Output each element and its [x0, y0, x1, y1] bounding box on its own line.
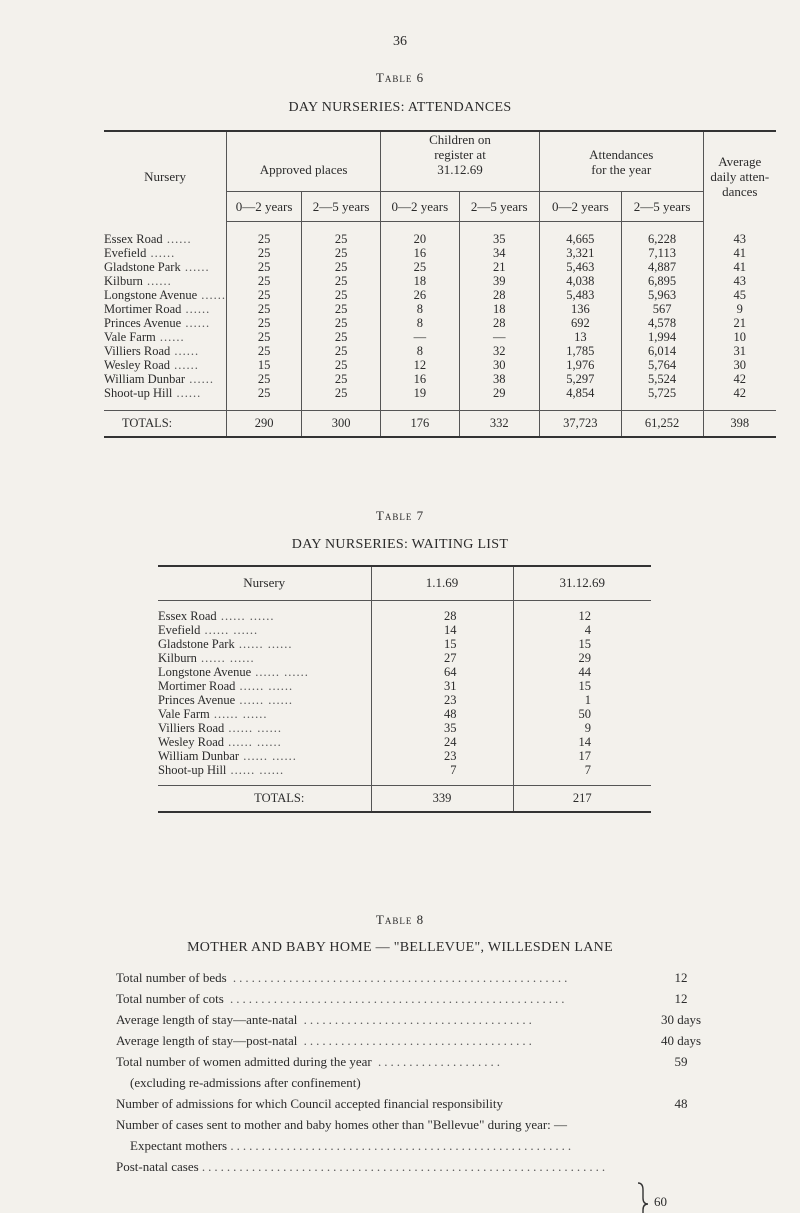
t7-nursery-label: William Dunbar — [158, 748, 240, 763]
t6-cell-avg: 45 — [733, 288, 746, 302]
t6-cell-at25: 5,963 — [621, 288, 703, 302]
t6-cell-ch02: 18 — [381, 274, 459, 288]
t6-cell-ch25: 38 — [459, 372, 539, 386]
t8-row-label: Total number of women admitted during the year — [116, 1054, 372, 1069]
t6-cell-ap25: 25 — [302, 358, 381, 372]
t6-cell-ch25: 29 — [459, 386, 539, 411]
t7-nursery-name: Essex Road ...... ...... — [158, 600, 371, 623]
t6-cell-ch25: 21 — [459, 260, 539, 274]
t8-row-value: 12 — [674, 991, 688, 1006]
table-row — [104, 302, 776, 316]
t6-cell-at25: 567 — [621, 302, 703, 316]
t6-cell-ch02: 8 — [381, 316, 459, 330]
t7-cell-v2: 7 — [584, 762, 591, 777]
t6-nursery-name: Essex Road ...... — [104, 222, 227, 247]
t6-cell-avg: 21 — [733, 316, 746, 330]
t6-cell-ch02: 20 — [381, 222, 459, 247]
t7-total-v2: 217 — [513, 785, 651, 812]
table8 — [116, 970, 756, 1209]
t7-total-v1: 339 — [371, 785, 513, 812]
table-row — [104, 344, 776, 358]
t6-cell-ch02: 16 — [381, 246, 459, 260]
t6-total-ap02: 290 — [227, 411, 302, 437]
t6-cell-avg: 42 — [733, 386, 746, 400]
table-row — [158, 763, 651, 786]
t7-header-nursery: Nursery — [158, 566, 371, 600]
t6-cell-ch02: 8 — [381, 344, 459, 358]
t6-cell-ap02: 15 — [227, 358, 302, 372]
t6-cell-ap25: 25 — [302, 222, 381, 247]
t6-cell-ap02: 25 — [227, 344, 302, 358]
table-row — [104, 386, 776, 411]
t8-expectant-label: Expectant mothers — [130, 1138, 228, 1153]
table-row — [104, 260, 776, 274]
t6-nursery-name: Gladstone Park ...... — [104, 260, 227, 274]
t7-cell-v1: 27 — [371, 651, 513, 665]
table-row — [158, 693, 651, 707]
t6-cell-ap25: 25 — [302, 246, 381, 260]
t8-row-label: Number of cases sent to mother and baby homes other than "Bellevue" during year: — — [116, 1117, 568, 1132]
t6-cell-ap25: 25 — [302, 386, 381, 411]
t6-cell-ap02: 25 — [227, 222, 302, 247]
t6-cell-at02: 1,785 — [539, 344, 621, 358]
t6-cell-ch25: 28 — [459, 288, 539, 302]
t8-row — [116, 1075, 756, 1096]
table8-title: MOTHER AND BABY HOME — "BELLEVUE", WILLESDEN LANE — [187, 940, 613, 955]
t7-nursery-label: Shoot-up Hill — [158, 762, 227, 777]
t7-cell-v2: 4 — [584, 622, 591, 637]
t6-cell-avg: 30 — [733, 358, 746, 372]
t6-nursery-label: Wesley Road — [104, 358, 170, 372]
t8-row — [116, 1117, 756, 1138]
t6-nursery-name: Mortimer Road ...... — [104, 302, 227, 316]
t7-cell-v1: 64 — [371, 665, 513, 679]
table7 — [158, 565, 651, 813]
t6-cell-ap25: 25 — [302, 288, 381, 302]
t6-cell-ap02: 25 — [227, 386, 302, 411]
t6-cell-avg: 43 — [733, 274, 746, 288]
t7-cell-v1: 28 — [371, 600, 513, 623]
t8-row-label: Average length of stay—ante-natal — [116, 1012, 298, 1027]
t6-total-ch02: 176 — [381, 411, 459, 437]
t6-cell-ch02: 8 — [381, 302, 459, 316]
t6-cell-ch25: 35 — [459, 222, 539, 247]
t8-row: Average length of stay—post-natal ..................................... 40 days — [116, 1033, 756, 1054]
t6-header-ch02: 0—2 years — [381, 192, 459, 222]
t7-nursery-name: Wesley Road ...... ...... — [158, 735, 371, 749]
t8-row-label: Number of admissions for which Council accepted financial responsibility — [116, 1096, 504, 1111]
t6-nursery-label: Gladstone Park — [104, 260, 181, 274]
t6-cell-ap25: 25 — [302, 274, 381, 288]
t7-cell-v1: 7 — [371, 763, 513, 786]
t6-cell-ch02: 25 — [381, 260, 459, 274]
t7-nursery-label: Princes Avenue — [158, 692, 236, 707]
table6-label: Table 6 — [375, 70, 425, 85]
t6-header-average: Average daily atten- dances — [710, 154, 770, 200]
t7-nursery-label: Gladstone Park — [158, 636, 235, 651]
table-row — [158, 665, 651, 679]
t6-nursery-name: Vale Farm ...... — [104, 330, 227, 344]
t6-cell-avg: 41 — [733, 246, 746, 260]
t6-nursery-label: Vale Farm — [104, 330, 156, 344]
t6-header-ap02: 0—2 years — [227, 192, 302, 222]
table-row — [158, 637, 651, 651]
t8-row-label: Total number of cots — [116, 991, 224, 1006]
t7-nursery-label: Wesley Road — [158, 734, 224, 749]
t7-cell-v2: 15 — [578, 678, 591, 693]
t7-nursery-name: Gladstone Park ...... ...... — [158, 637, 371, 651]
t8-row: Average length of stay—ante-natal ..................................... 30 days — [116, 1012, 756, 1033]
t6-header-at25: 2—5 years — [621, 192, 703, 222]
table-row — [104, 288, 776, 302]
t6-cell-at02: 4,854 — [539, 386, 621, 411]
table-row — [158, 651, 651, 665]
t6-nursery-label: Shoot-up Hill — [104, 386, 173, 400]
t6-cell-avg: 10 — [733, 330, 746, 344]
t6-cell-ap02: 25 — [227, 260, 302, 274]
t6-cell-at02: 692 — [539, 316, 621, 330]
t7-nursery-label: Mortimer Road — [158, 678, 236, 693]
t6-header-attendances: Attendances for the year — [539, 131, 703, 192]
t6-nursery-name: Longstone Avenue ...... — [104, 288, 227, 302]
t6-cell-ap02: 25 — [227, 288, 302, 302]
t6-cell-avg: 43 — [733, 231, 746, 246]
t8-row: Total number of women admitted during the year .................... 59 — [116, 1054, 756, 1075]
t7-cell-v1: 15 — [371, 637, 513, 651]
table-row — [104, 274, 776, 288]
t6-cell-at02: 3,321 — [539, 246, 621, 260]
t6-cell-at02: 5,483 — [539, 288, 621, 302]
table-row — [104, 246, 776, 260]
t6-cell-ap02: 25 — [227, 302, 302, 316]
t6-nursery-name: Princes Avenue ...... — [104, 316, 227, 330]
t7-header-d2: 31.12.69 — [559, 575, 605, 591]
t7-cell-v1: 14 — [371, 623, 513, 637]
table-row — [104, 222, 776, 247]
t8-postnatal-label: Post-natal cases — [116, 1159, 199, 1174]
t6-total-at02: 37,723 — [539, 411, 621, 437]
t6-nursery-name: Kilburn ...... — [104, 274, 227, 288]
t6-cell-ap02: 25 — [227, 246, 302, 260]
t6-cell-ap02: 25 — [227, 274, 302, 288]
t6-cell-ch02: 19 — [381, 386, 459, 411]
t7-cell-v2: 14 — [578, 734, 591, 749]
table-row — [104, 330, 776, 344]
t8-row-value: 48 — [674, 1096, 688, 1111]
t7-nursery-label: Longstone Avenue — [158, 664, 252, 679]
t6-cell-avg: 9 — [736, 302, 743, 316]
t6-cell-ch25: 32 — [459, 344, 539, 358]
t6-nursery-label: William Dunbar — [104, 372, 186, 386]
t6-cell-ch25: 30 — [459, 358, 539, 372]
t7-nursery-name: Evefield ...... ...... — [158, 623, 371, 637]
t7-cell-v2: 44 — [578, 664, 591, 679]
table-row — [158, 707, 651, 721]
t8-row-label: (excluding re-admissions after confinement) — [130, 1075, 361, 1090]
t8-row-value: 59 — [674, 1054, 688, 1069]
t6-cell-at02: 4,665 — [539, 222, 621, 247]
t7-cell-v1: 35 — [371, 721, 513, 735]
t6-total-avg: 398 — [703, 411, 776, 437]
table-row — [158, 749, 651, 763]
t7-nursery-label: Kilburn — [158, 650, 197, 665]
t6-cell-avg: 42 — [733, 372, 746, 386]
t6-header-children: Children on register at 31.12.69 — [381, 131, 540, 192]
t6-cell-avg: 41 — [733, 260, 746, 274]
table6 — [104, 130, 776, 438]
t6-cell-at25: 7,113 — [621, 246, 703, 260]
t6-cell-ch02: — — [381, 330, 459, 344]
t6-cell-at02: 1,976 — [539, 358, 621, 372]
t7-cell-v2: 1 — [584, 692, 591, 707]
t8-row-label: Average length of stay—post-natal — [116, 1033, 298, 1048]
t8-combined-value: 60 — [654, 1194, 667, 1209]
page-number: 36 — [393, 34, 407, 49]
t7-nursery-name: Princes Avenue ...... ...... — [158, 693, 371, 707]
t6-nursery-name: Shoot-up Hill ...... — [104, 386, 227, 411]
table-row — [158, 735, 651, 749]
t6-totals-label: TOTALS: — [104, 411, 227, 437]
t8-postnatal-row: Post-natal cases ................................................................. — [116, 1159, 609, 1174]
t7-cell-v2: 12 — [578, 608, 591, 623]
t6-cell-at25: 5,725 — [621, 386, 703, 411]
t6-cell-at25: 6,228 — [621, 222, 703, 247]
t6-cell-at25: 1,994 — [621, 330, 703, 344]
t6-nursery-label: Princes Avenue — [104, 316, 182, 330]
t6-total-ch25: 332 — [459, 411, 539, 437]
t6-nursery-label: Mortimer Road — [104, 302, 182, 316]
t7-cell-v1: 23 — [371, 749, 513, 763]
t6-header-at02: 0—2 years — [539, 192, 621, 222]
t7-nursery-name: Villiers Road ...... ...... — [158, 721, 371, 735]
table-row — [158, 623, 651, 637]
t7-nursery-label: Evefield — [158, 622, 201, 637]
t6-cell-ch25: 28 — [459, 316, 539, 330]
t7-cell-v2: 9 — [584, 720, 591, 735]
table6-title: DAY NURSERIES: ATTENDANCES — [288, 100, 512, 115]
t6-cell-ch02: 12 — [381, 358, 459, 372]
t8-row-value: 40 days — [660, 1033, 702, 1048]
table-row — [104, 358, 776, 372]
t6-cell-ap25: 25 — [302, 316, 381, 330]
t7-nursery-name: Mortimer Road ...... ...... — [158, 679, 371, 693]
t6-cell-ch25: 18 — [459, 302, 539, 316]
t7-cell-v2: 50 — [578, 706, 591, 721]
table7-title: DAY NURSERIES: WAITING LIST — [291, 537, 509, 552]
t6-header-ch25: 2—5 years — [459, 192, 539, 222]
t6-cell-at02: 136 — [539, 302, 621, 316]
t8-row-value: 12 — [674, 970, 688, 985]
t7-cell-v2: 17 — [578, 748, 591, 763]
t6-cell-at02: 5,297 — [539, 372, 621, 386]
t6-cell-ch25: 34 — [459, 246, 539, 260]
t6-nursery-label: Villiers Road — [104, 344, 171, 358]
t6-nursery-label: Evefield — [104, 246, 147, 260]
t6-cell-ap02: 25 — [227, 316, 302, 330]
t8-expectant-row: Expectant mothers ....................................................... — [130, 1138, 575, 1153]
table-row — [158, 600, 651, 623]
t6-cell-at25: 6,014 — [621, 344, 703, 358]
table-row — [158, 721, 651, 735]
t7-nursery-label: Essex Road — [158, 608, 217, 623]
table8-label: Table 8 — [375, 912, 425, 927]
t6-total-ap25: 300 — [302, 411, 381, 437]
t7-cell-v2: 15 — [578, 636, 591, 651]
t7-cell-v1: 23 — [371, 693, 513, 707]
t8-row: Total number of cots ...................................................... 12 — [116, 991, 756, 1012]
t6-nursery-label: Kilburn — [104, 274, 143, 288]
t8-row: Total number of beds ...................................................... 12 — [116, 970, 756, 991]
t7-cell-v2: 29 — [578, 650, 591, 665]
t7-nursery-label: Villiers Road — [158, 720, 225, 735]
t8-row-label: Total number of beds — [116, 970, 227, 985]
t6-cell-at02: 13 — [539, 330, 621, 344]
t7-header-d1: 1.1.69 — [371, 566, 513, 600]
t7-nursery-name: Kilburn ...... ...... — [158, 651, 371, 665]
t7-nursery-name: Shoot-up Hill ...... ...... — [158, 763, 371, 786]
t6-cell-ch25: — — [459, 330, 539, 344]
t6-cell-at25: 6,895 — [621, 274, 703, 288]
t6-header-nursery: Nursery — [104, 131, 227, 222]
brace-icon — [636, 1182, 650, 1213]
t6-header-ap25: 2—5 years — [302, 192, 381, 222]
t6-nursery-name: Evefield ...... — [104, 246, 227, 260]
t6-cell-ch02: 16 — [381, 372, 459, 386]
t6-cell-ap25: 25 — [302, 344, 381, 358]
t6-nursery-name: William Dunbar ...... — [104, 372, 227, 386]
t6-cell-ap02: 25 — [227, 330, 302, 344]
t7-nursery-label: Vale Farm — [158, 706, 210, 721]
table-row — [158, 679, 651, 693]
t6-nursery-name: Wesley Road ...... — [104, 358, 227, 372]
t6-cell-avg: 31 — [733, 344, 746, 358]
t6-nursery-label: Essex Road — [104, 231, 163, 246]
t6-cell-ap25: 25 — [302, 260, 381, 274]
t8-row — [116, 1096, 756, 1117]
t6-nursery-name: Villiers Road ...... — [104, 344, 227, 358]
t6-cell-ch25: 39 — [459, 274, 539, 288]
t8-row-value: 30 days — [660, 1012, 702, 1027]
t7-cell-v1: 48 — [371, 707, 513, 721]
table-row — [104, 316, 776, 330]
t6-cell-at25: 4,887 — [621, 260, 703, 274]
t6-header-approved: Approved places — [227, 131, 381, 192]
t7-nursery-name: Longstone Avenue ...... ...... — [158, 665, 371, 679]
t6-nursery-label: Longstone Avenue — [104, 288, 198, 302]
t6-cell-at25: 4,578 — [621, 316, 703, 330]
t6-cell-ap02: 25 — [227, 372, 302, 386]
t7-totals-label: TOTALS: — [158, 785, 371, 812]
t7-cell-v1: 24 — [371, 735, 513, 749]
t6-total-at25: 61,252 — [621, 411, 703, 437]
t6-cell-at02: 5,463 — [539, 260, 621, 274]
t6-cell-at25: 5,524 — [621, 372, 703, 386]
t7-cell-v1: 31 — [371, 679, 513, 693]
table-row — [104, 372, 776, 386]
t6-cell-ap25: 25 — [302, 302, 381, 316]
t6-cell-at02: 4,038 — [539, 274, 621, 288]
t6-cell-ch02: 26 — [381, 288, 459, 302]
t6-cell-ap25: 25 — [302, 330, 381, 344]
t6-cell-at25: 5,764 — [621, 358, 703, 372]
t7-nursery-name: Vale Farm ...... ...... — [158, 707, 371, 721]
table7-label: Table 7 — [375, 508, 425, 523]
t6-cell-ap25: 25 — [302, 372, 381, 386]
t7-nursery-name: William Dunbar ...... ...... — [158, 749, 371, 763]
